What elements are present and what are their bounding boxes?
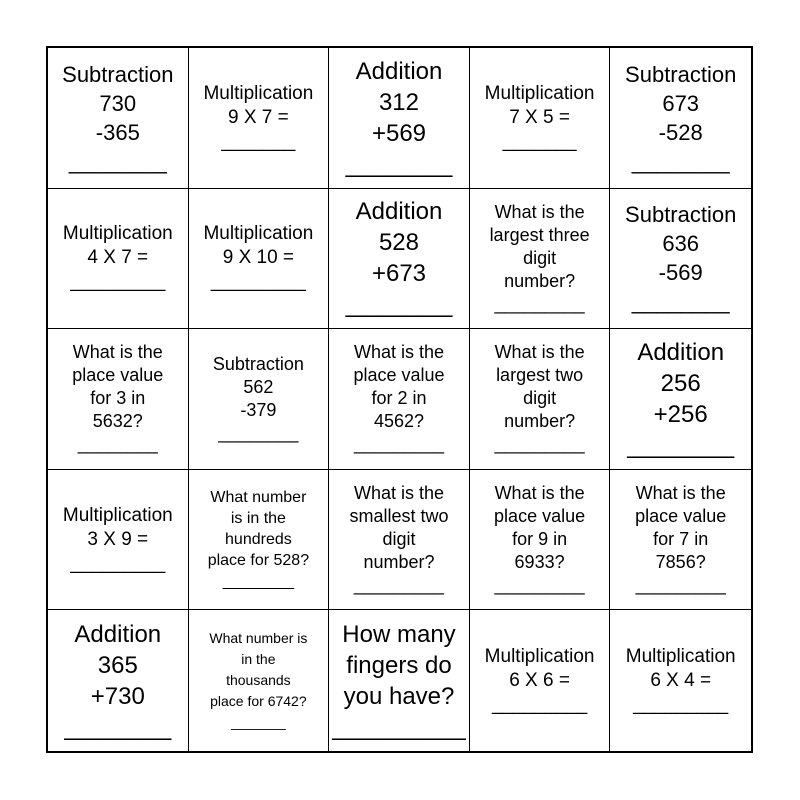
cell-text: Multiplication 7 X 5 = _______ <box>484 82 595 152</box>
bingo-cell[interactable] <box>48 48 189 189</box>
bingo-cell[interactable] <box>189 610 330 751</box>
cell-text: What number is in the hundreds place for 528? ________ <box>207 489 310 591</box>
cell-text: How many fingers do you have? __________ <box>332 620 466 741</box>
bingo-cell[interactable] <box>329 48 470 189</box>
bingo-cell[interactable] <box>189 329 330 470</box>
cell-text: What number is in the thousands place for 6742? _______ <box>209 630 308 731</box>
cell-text: Addition 528 +673 ________ <box>345 198 453 319</box>
bingo-cell[interactable] <box>610 189 751 330</box>
cell-text: What is the place value for 7 in 7856? _________ <box>635 483 727 596</box>
cell-text: Addition 365 +730 ________ <box>64 620 172 741</box>
bingo-cell[interactable] <box>470 48 611 189</box>
cell-text: Subtraction 730 -365 ________ <box>62 61 174 174</box>
bingo-cell[interactable] <box>329 610 470 751</box>
bingo-cell[interactable] <box>189 48 330 189</box>
cell-text: Multiplication 9 X 7 = _______ <box>203 82 314 152</box>
bingo-cell[interactable] <box>470 329 611 470</box>
bingo-cell[interactable] <box>610 610 751 751</box>
cell-text: What is the place value for 3 in 5632? ________ <box>72 342 164 455</box>
bingo-cell[interactable] <box>470 470 611 611</box>
cell-text: Multiplication 3 X 9 = _________ <box>62 504 173 574</box>
cell-text: Addition 256 +256 ________ <box>627 338 735 459</box>
cell-text: What is the smallest two digit number? _________ <box>349 483 449 596</box>
bingo-cell[interactable] <box>610 329 751 470</box>
cell-text: What is the place value for 2 in 4562? _________ <box>353 342 445 455</box>
bingo-cell[interactable] <box>329 470 470 611</box>
cell-text: Subtraction 562 -379 ________ <box>212 353 304 443</box>
cell-text: What is the largest three digit number? _________ <box>489 201 590 314</box>
cell-text: Multiplication 6 X 6 = _________ <box>484 645 595 715</box>
bingo-board <box>46 46 753 753</box>
bingo-cell[interactable] <box>470 610 611 751</box>
bingo-cell[interactable] <box>610 48 751 189</box>
cell-text: What is the place value for 9 in 6933? _________ <box>494 483 586 596</box>
cell-text: Addition 312 +569 ________ <box>345 57 453 178</box>
bingo-cell[interactable] <box>48 610 189 751</box>
bingo-cell[interactable] <box>329 329 470 470</box>
cell-text: Multiplication 6 X 4 = _________ <box>625 645 736 715</box>
bingo-cell[interactable] <box>470 189 611 330</box>
cell-text: Multiplication 9 X 10 = _________ <box>203 223 314 293</box>
bingo-cell[interactable] <box>48 189 189 330</box>
bingo-cell[interactable] <box>48 470 189 611</box>
bingo-cell[interactable] <box>610 470 751 611</box>
cell-text: Subtraction 636 -569 ________ <box>625 202 737 315</box>
cell-text: What is the largest two digit number? _________ <box>494 342 585 455</box>
cell-text: Subtraction 673 -528 ________ <box>625 61 737 174</box>
bingo-cell[interactable] <box>48 329 189 470</box>
bingo-cell[interactable] <box>329 189 470 330</box>
bingo-cell[interactable] <box>189 470 330 611</box>
cell-text: Multiplication 4 X 7 = _________ <box>62 223 173 293</box>
bingo-cell[interactable] <box>189 189 330 330</box>
